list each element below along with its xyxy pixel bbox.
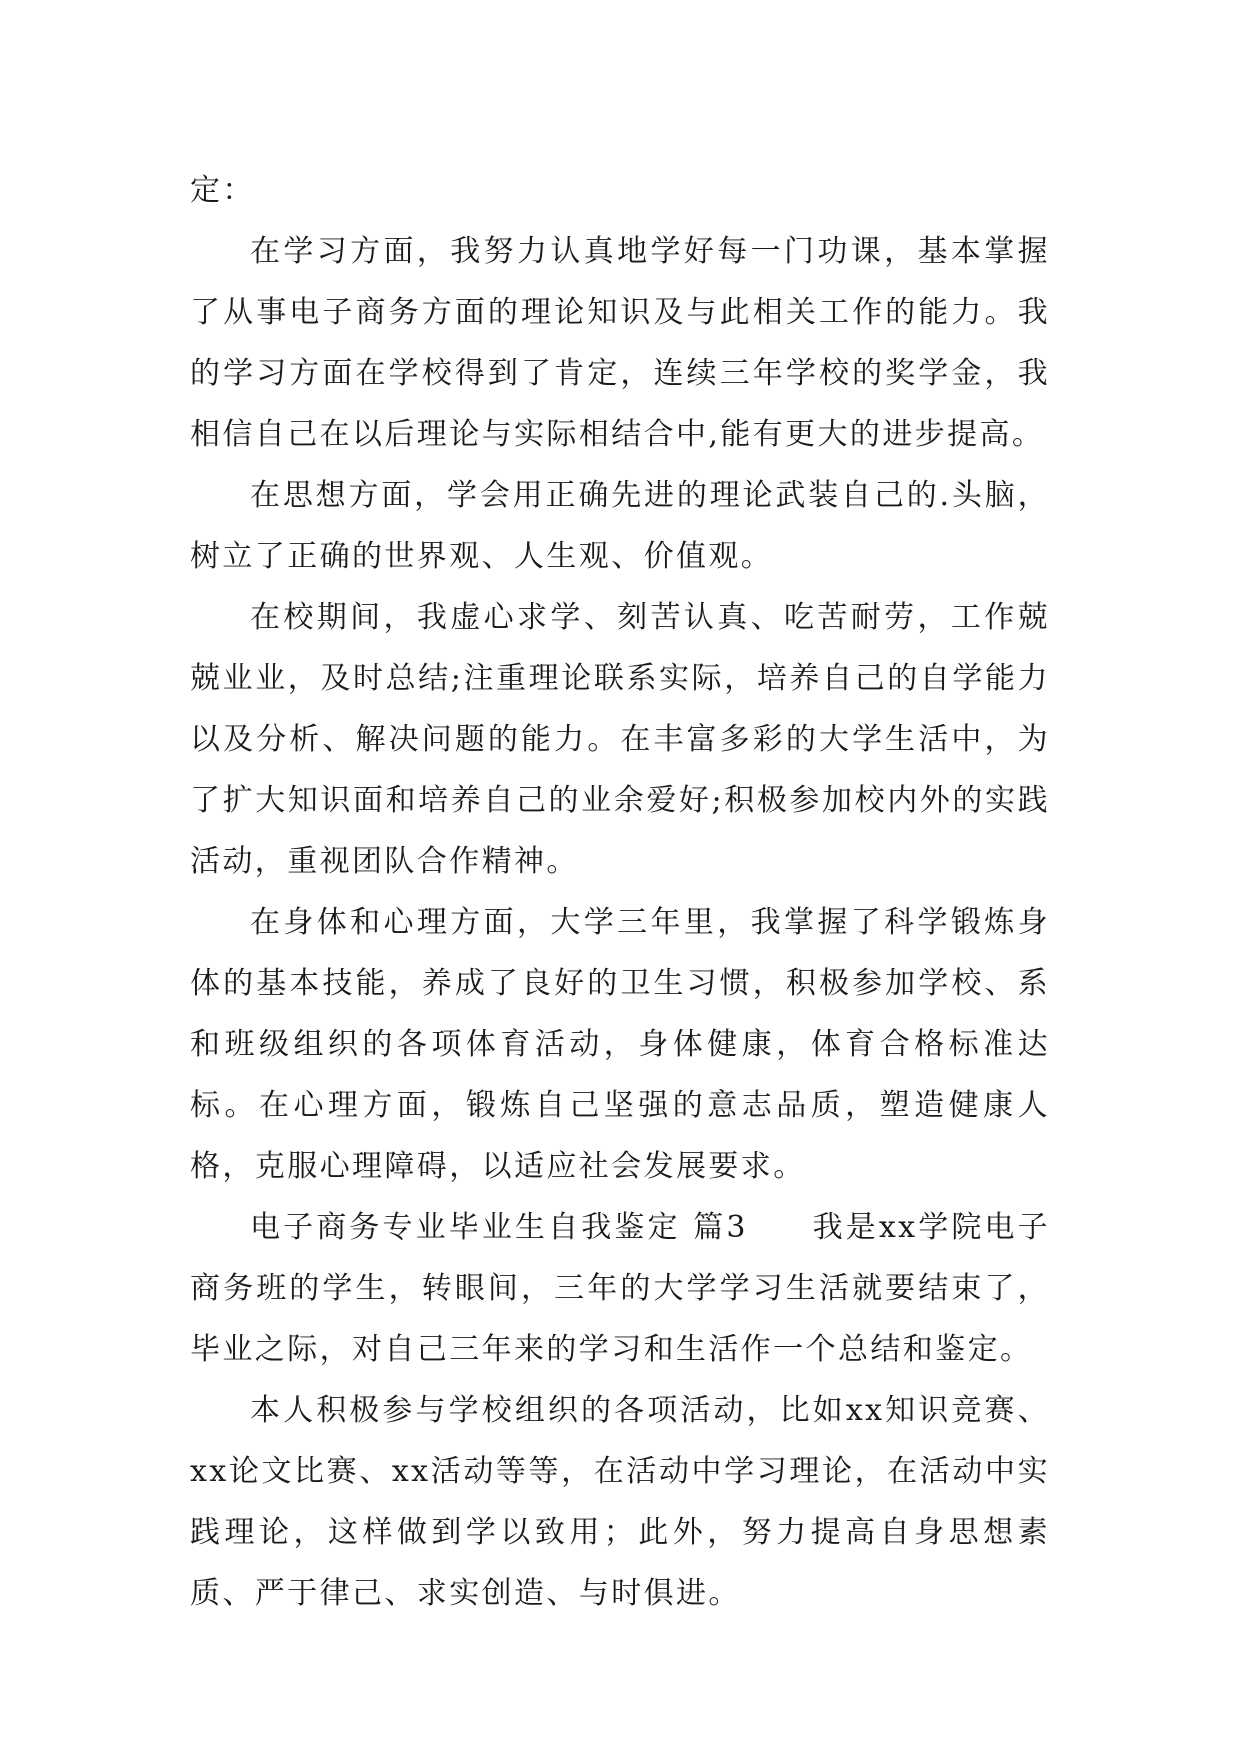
paragraph-health: 在身体和心理方面，大学三年里，我掌握了科学锻炼身体的基本技能，养成了良好的卫生习惯，积极参加学校、系和班级组织的各项体育活动，身体健康，体育合格标准达标。在心理方面，锻炼自己坚强的意志品质，塑造健康人格，克服心理障碍，以适应社会发展要求。	[190, 905, 1050, 1184]
section-intro: 我是xx学院电子商务班的学生，转眼间，三年的大学学习生活就要结束了，毕业之际，对自己三年来的学习和生活作一个总结和鉴定。	[190, 1210, 1050, 1367]
paragraph-study: 在学习方面，我努力认真地学好每一门功课，基本掌握了从事电子商务方面的理论知识及与此相关工作的能力。我的学习方面在学校得到了肯定，连续三年学校的奖学金，我相信自己在以后理论与实际相结合中,能有更大的进步提高。	[190, 234, 1050, 452]
paragraph-section-3	[190, 1197, 1050, 1380]
paragraph-continuation: 定：	[190, 173, 255, 208]
document-body	[190, 160, 1050, 1624]
paragraph-thought: 在思想方面，学会用正确先进的理论武装自己的.头脑，树立了正确的世界观、人生观、价值观。	[190, 478, 1050, 574]
paragraph-campus: 在校期间，我虚心求学、刻苦认真、吃苦耐劳，工作兢兢业业，及时总结;注重理论联系实际，培养自己的自学能力以及分析、解决问题的能力。在丰富多彩的大学生活中，为了扩大知识面和培养自己的业余爱好;积极参加校内外的实践活动，重视团队合作精神。	[190, 600, 1050, 879]
paragraph-activities: 本人积极参与学校组织的各项活动，比如xx知识竞赛、xx论文比赛、xx活动等等，在活动中学习理论，在活动中实践理论，这样做到学以致用；此外，努力提高自身思想素质、严于律己、求实创造、与时俱进。	[190, 1393, 1050, 1611]
section-heading: 电子商务专业毕业生自我鉴定 篇3	[250, 1210, 748, 1245]
